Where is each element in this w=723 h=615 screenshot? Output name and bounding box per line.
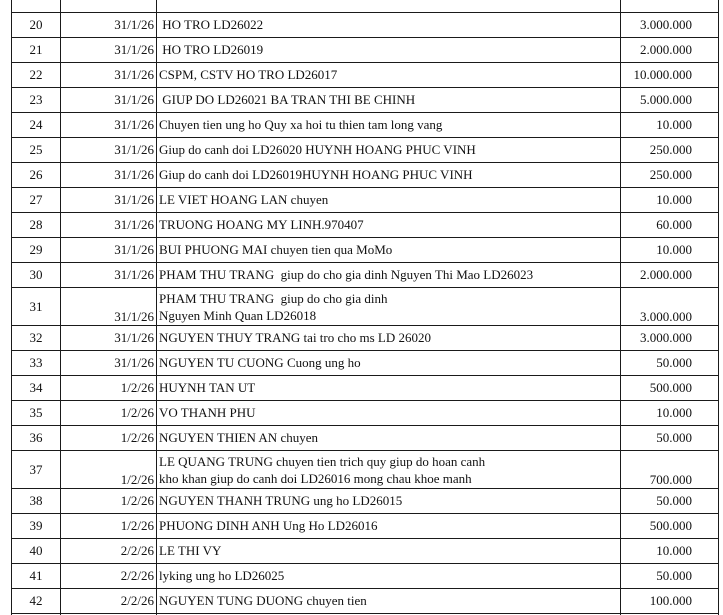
amount-cell — [621, 288, 719, 326]
description-text: BUI PHUONG MAI chuyen tien qua MoMo — [159, 242, 393, 257]
date-cell — [61, 326, 157, 351]
description-text: kho khan giup do canh doi LD26016 mong chau khoe manh — [159, 470, 472, 486]
amount-cell — [621, 0, 719, 13]
date-text: 31/1/26 — [114, 42, 154, 57]
amount-text: 10.000 — [656, 242, 692, 257]
date-text: 31/1/26 — [114, 117, 154, 132]
row-number-cell: 41 — [12, 564, 61, 589]
description-cell — [157, 376, 621, 401]
description-cell — [157, 489, 621, 514]
description-cell — [157, 288, 621, 326]
date-text: 31/1/26 — [114, 92, 154, 107]
table-row — [12, 138, 719, 163]
table-row — [12, 113, 719, 138]
table-row — [12, 426, 719, 451]
description-text: LE QUANG TRUNG chuyen tien trich quy giup do hoan canh — [159, 453, 486, 469]
amount-text: 700.000 — [649, 472, 692, 487]
date-text: 31/1/26 — [114, 267, 154, 282]
amount-cell — [621, 213, 719, 238]
description-cell — [157, 401, 621, 426]
amount-text: 10.000 — [656, 543, 692, 558]
description-text: LE THI VY — [159, 543, 222, 558]
description-text: TRUONG HOANG MY LINH.970407 — [159, 217, 364, 232]
table-row — [12, 514, 719, 539]
description-cell — [157, 13, 621, 38]
table-row — [12, 288, 719, 326]
description-cell — [157, 351, 621, 376]
description-cell — [157, 451, 621, 489]
ledger-body — [12, 0, 719, 615]
date-text: 31/1/26 — [114, 355, 154, 370]
description-text: lyking ung ho LD26025 — [159, 568, 285, 583]
description-text: Giup do canh doi LD26020 HUYNH HOANG PHUC VINH — [159, 142, 476, 157]
amount-cell — [621, 489, 719, 514]
amount-text: 2.000.000 — [640, 267, 692, 282]
amount-text: 10.000.000 — [633, 67, 692, 82]
donation-ledger-table — [11, 0, 719, 615]
table-row — [12, 213, 719, 238]
date-text: 2/2/26 — [120, 568, 154, 583]
amount-text: 10.000 — [656, 192, 692, 207]
date-cell — [61, 589, 157, 614]
table-row — [12, 401, 719, 426]
date-cell — [61, 263, 157, 288]
amount-text: 50.000 — [656, 493, 692, 508]
date-text: 31/1/26 — [114, 330, 154, 345]
amount-cell — [621, 238, 719, 263]
row-number-cell: 24 — [12, 113, 61, 138]
description-cell — [157, 213, 621, 238]
date-text: 1/2/26 — [120, 430, 154, 445]
description-text: PHUONG DINH ANH Ung Ho LD26016 — [159, 518, 378, 533]
description-text: NGUYEN THIEN AN chuyen — [159, 430, 318, 445]
amount-text: 50.000 — [656, 430, 692, 445]
date-cell — [61, 426, 157, 451]
date-cell — [61, 401, 157, 426]
description-text: NGUYEN TU CUONG Cuong ung ho — [159, 355, 361, 370]
row-number-cell: 42 — [12, 589, 61, 614]
row-number-cell: 27 — [12, 188, 61, 213]
description-text: Chuyen tien ung ho Quy xa hoi tu thien tam long vang — [159, 117, 443, 132]
description-cell — [157, 589, 621, 614]
description-text: Giup do canh doi LD26019HUYNH HOANG PHUC VINH — [159, 167, 473, 182]
row-number-cell: 23 — [12, 88, 61, 113]
description-cell — [157, 0, 621, 13]
date-text: 31/1/26 — [114, 192, 154, 207]
row-number-cell: 26 — [12, 163, 61, 188]
amount-text: 5.000.000 — [640, 92, 692, 107]
table-row — [12, 263, 719, 288]
date-cell — [61, 539, 157, 564]
date-cell — [61, 13, 157, 38]
date-cell — [61, 376, 157, 401]
row-number-cell: 34 — [12, 376, 61, 401]
date-text: 1/2/26 — [120, 518, 154, 533]
description-cell — [157, 63, 621, 88]
amount-text: 100.000 — [649, 593, 692, 608]
date-cell — [61, 238, 157, 263]
description-cell — [157, 426, 621, 451]
amount-cell — [621, 88, 719, 113]
date-cell — [61, 213, 157, 238]
amount-text: 500.000 — [649, 518, 692, 533]
date-text: 1/2/26 — [120, 472, 154, 487]
amount-text: 250.000 — [649, 167, 692, 182]
date-text: 31/1/26 — [114, 67, 154, 82]
description-text: GIUP DO LD26021 BA TRAN THI BE CHINH — [159, 92, 416, 107]
table-row — [12, 351, 719, 376]
table-row — [12, 451, 719, 489]
row-number-cell: 25 — [12, 138, 61, 163]
table-row — [12, 63, 719, 88]
amount-text: 60.000 — [656, 217, 692, 232]
description-text: HO TRO LD26019 — [159, 42, 264, 57]
date-cell — [61, 451, 157, 489]
table-row — [12, 489, 719, 514]
description-text: NGUYEN TUNG DUONG chuyen tien — [159, 593, 367, 608]
date-cell — [61, 88, 157, 113]
description-cell — [157, 38, 621, 63]
description-cell — [157, 263, 621, 288]
amount-cell — [621, 113, 719, 138]
amount-cell — [621, 13, 719, 38]
row-number-cell: 40 — [12, 539, 61, 564]
amount-text: 10.000 — [656, 117, 692, 132]
row-number-cell: 21 — [12, 38, 61, 63]
date-text: 31/1/26 — [114, 167, 154, 182]
amount-text: 10.000 — [656, 405, 692, 420]
date-cell — [61, 564, 157, 589]
description-text: PHAM THU TRANG giup do cho gia dinh Nguyen Thi Mao LD26023 — [159, 267, 534, 282]
row-number-cell: 32 — [12, 326, 61, 351]
amount-cell — [621, 326, 719, 351]
date-cell — [61, 351, 157, 376]
row-number-cell: 38 — [12, 489, 61, 514]
description-cell — [157, 113, 621, 138]
table-row — [12, 564, 719, 589]
amount-text: 2.000.000 — [640, 42, 692, 57]
amount-cell — [621, 401, 719, 426]
date-text: 2/2/26 — [120, 593, 154, 608]
amount-cell — [621, 589, 719, 614]
description-cell — [157, 138, 621, 163]
table-row — [12, 188, 719, 213]
row-number-cell: 20 — [12, 13, 61, 38]
description-text: HUYNH TAN UT — [159, 380, 256, 395]
amount-text: 3.000.000 — [640, 330, 692, 345]
description-cell — [157, 188, 621, 213]
description-text: LE VIET HOANG LAN chuyen — [159, 192, 329, 207]
description-text: CSPM, CSTV HO TRO LD26017 — [159, 67, 338, 82]
row-number-cell: 37 — [12, 451, 61, 489]
amount-text: 50.000 — [656, 568, 692, 583]
date-text: 1/2/26 — [120, 493, 154, 508]
date-text: 31/1/26 — [114, 142, 154, 157]
row-number-cell: 31 — [12, 288, 61, 326]
description-cell — [157, 326, 621, 351]
table-row — [12, 238, 719, 263]
description-cell — [157, 514, 621, 539]
date-cell — [61, 489, 157, 514]
table-row — [12, 13, 719, 38]
date-text: 1/2/26 — [120, 380, 154, 395]
date-text: 1/2/26 — [120, 405, 154, 420]
amount-cell — [621, 514, 719, 539]
date-cell — [61, 113, 157, 138]
description-text: PHAM THU TRANG giup do cho gia dinh — [159, 290, 388, 306]
row-number-cell: 29 — [12, 238, 61, 263]
description-cell — [157, 163, 621, 188]
amount-cell — [621, 163, 719, 188]
amount-cell — [621, 351, 719, 376]
date-text: 31/1/26 — [114, 17, 154, 32]
date-text: 31/1/26 — [114, 309, 154, 324]
row-number-cell: 28 — [12, 213, 61, 238]
amount-cell — [621, 63, 719, 88]
table-row — [12, 539, 719, 564]
description-cell — [157, 539, 621, 564]
amount-cell — [621, 263, 719, 288]
row-number-cell: 22 — [12, 63, 61, 88]
date-text: 2/2/26 — [120, 543, 154, 558]
table-row — [12, 38, 719, 63]
amount-cell — [621, 564, 719, 589]
amount-text: 3.000.000 — [640, 17, 692, 32]
amount-text: 500.000 — [649, 380, 692, 395]
description-text: NGUYEN THANH TRUNG ung ho LD26015 — [159, 493, 403, 508]
table-row — [12, 326, 719, 351]
description-text: Nguyen Minh Quan LD26018 — [159, 307, 317, 323]
description-text: HO TRO LD26022 — [159, 17, 264, 32]
row-number-cell: 35 — [12, 401, 61, 426]
date-cell — [61, 514, 157, 539]
date-cell — [61, 38, 157, 63]
date-cell — [61, 0, 157, 13]
amount-cell — [621, 426, 719, 451]
row-number-cell: 39 — [12, 514, 61, 539]
row-number-cell: 30 — [12, 263, 61, 288]
description-cell — [157, 88, 621, 113]
amount-cell — [621, 38, 719, 63]
description-text: NGUYEN THUY TRANG tai tro cho ms LD 26020 — [159, 330, 432, 345]
table-row — [12, 163, 719, 188]
amount-cell — [621, 188, 719, 213]
description-cell — [157, 564, 621, 589]
date-cell — [61, 63, 157, 88]
row-number-cell: 36 — [12, 426, 61, 451]
amount-text: 250.000 — [649, 142, 692, 157]
table-row — [12, 0, 719, 13]
date-cell — [61, 188, 157, 213]
row-number-cell: 33 — [12, 351, 61, 376]
date-cell — [61, 163, 157, 188]
date-text: 31/1/26 — [114, 242, 154, 257]
row-number-cell — [12, 0, 61, 13]
amount-cell — [621, 539, 719, 564]
description-cell — [157, 238, 621, 263]
amount-cell — [621, 138, 719, 163]
description-text: VO THANH PHU — [159, 405, 256, 420]
date-text: 31/1/26 — [114, 217, 154, 232]
amount-text: 3.000.000 — [640, 309, 692, 324]
date-cell — [61, 138, 157, 163]
amount-cell — [621, 451, 719, 489]
table-row — [12, 589, 719, 614]
amount-text: 50.000 — [656, 355, 692, 370]
amount-cell — [621, 376, 719, 401]
table-row — [12, 376, 719, 401]
table-row — [12, 88, 719, 113]
date-cell — [61, 288, 157, 326]
